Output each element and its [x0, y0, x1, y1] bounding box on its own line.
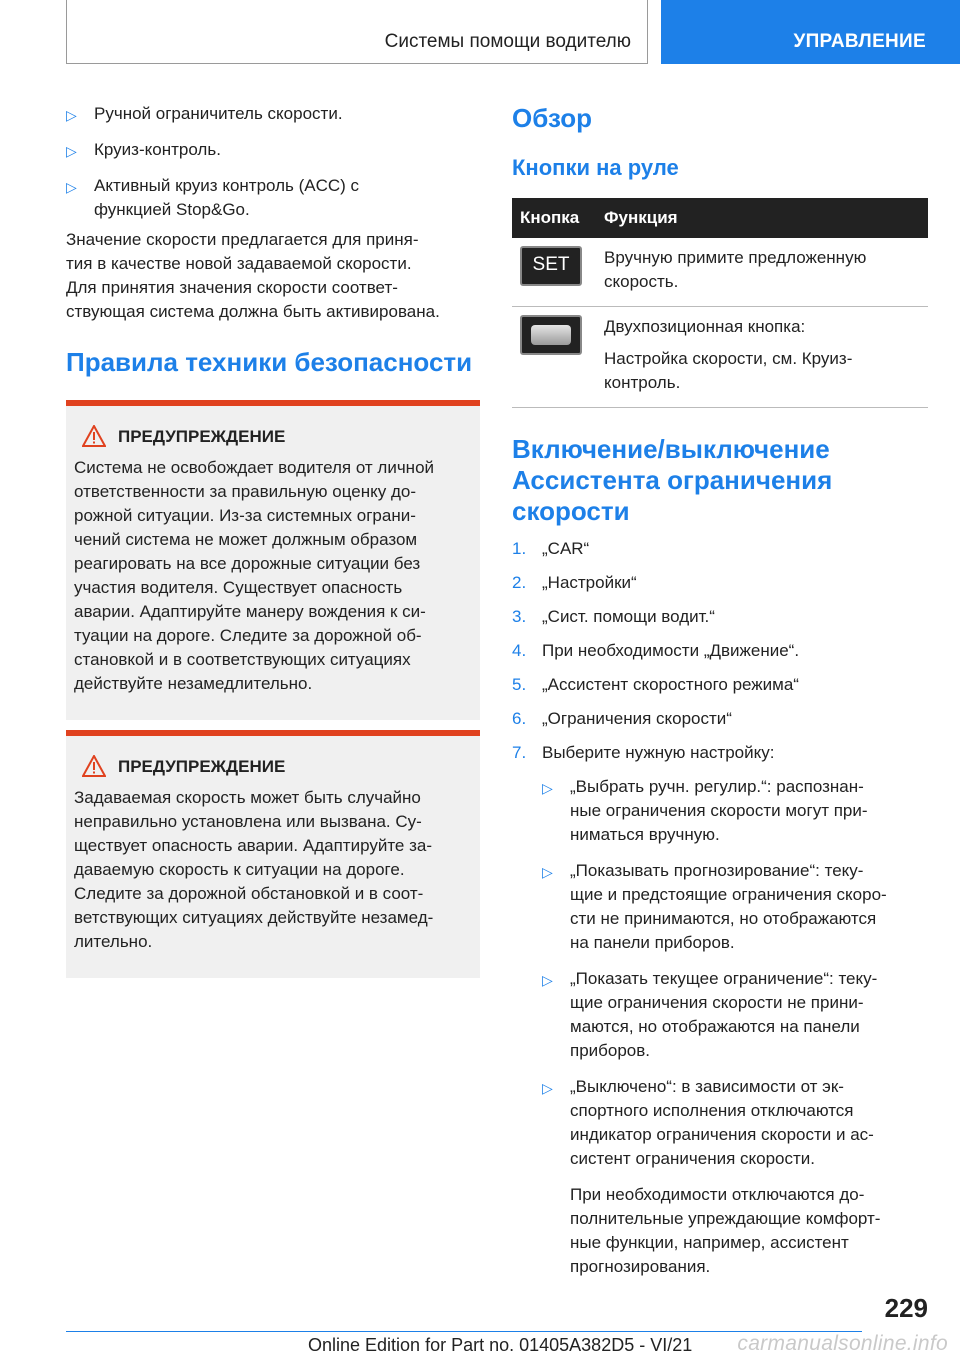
step-item: 2. „Настройки“ — [512, 573, 637, 592]
table-row: Двухпозиционная кнопка: Настройка скорости, см. Круиз- контроль. — [512, 307, 928, 408]
safety-heading: Правила техники безопасности — [66, 347, 473, 377]
option-note: При необходимости отключаются до- полнительные упреждающие комфорт- ные функции, например, ассистент прогнозирования. — [570, 1185, 881, 1276]
triangle-bullet-icon: ▷ — [542, 1080, 553, 1096]
table-row: SET Вручную примите предложенную скорость. — [512, 238, 928, 307]
table-header-function: Функция — [596, 198, 928, 238]
left-column — [66, 102, 480, 978]
list-item: ▷ Ручной ограничитель скорости. — [66, 102, 480, 126]
triangle-bullet-icon: ▷ — [542, 864, 553, 880]
section-title: Системы помощи водителю — [384, 31, 631, 52]
warning-triangle-icon — [82, 425, 106, 447]
buttons-table — [512, 198, 928, 408]
step-item: 4. При необходимости „Движение“. — [512, 641, 800, 660]
warning-title: ПРЕДУПРЕЖДЕНИЕ — [74, 424, 472, 450]
edition-text: Online Edition for Part no. 01405A382D5 - VI/21 — [308, 1335, 693, 1355]
step-item: 1. „CAR“ — [512, 539, 590, 558]
watermark: carmanualsonline.info — [737, 1332, 948, 1355]
warning-box: ПРЕДУПРЕЖДЕНИЕ Задаваемая скорость может быть случайно неправильно установлена или вызвана. Су- ществует опасность аварии. Адаптируйте за- даваемую скорость к ситуации на дороге. Следите за дорожной обстановкой и в соот- ветствующих ситуациях действуйте незамед- лительно. — [66, 730, 480, 978]
chapter-title: УПРАВЛЕНИЕ — [793, 31, 926, 52]
triangle-bullet-icon: ▷ — [66, 179, 77, 195]
right-column — [512, 102, 928, 1279]
step-item: 7. Выберите нужную настройку: — [512, 743, 775, 762]
list-item: ▷ Круиз-контроль. — [66, 138, 480, 162]
triangle-bullet-icon: ▷ — [66, 107, 77, 123]
buttons-subheading: Кнопки на руле — [512, 155, 679, 180]
table-header-button: Кнопка — [512, 198, 596, 238]
triangle-bullet-icon: ▷ — [542, 972, 553, 988]
option-item: ▷ „Выключено“: в зависимости от эк- спортного исполнения отключаются индикатор ограничения скорости и ас- систент ограничения скорости. — [542, 1077, 874, 1168]
set-button-icon: SET — [520, 246, 582, 286]
step-item: 3. „Сист. помощи водит.“ — [512, 607, 715, 626]
header-chapter-tab — [661, 0, 960, 64]
toggle-heading: Включение/выключение Ассистента ограничения скорости — [512, 434, 833, 526]
page-number: 229 — [884, 1293, 928, 1323]
triangle-bullet-icon: ▷ — [66, 143, 77, 159]
warning-triangle-icon — [82, 755, 106, 777]
option-item: ▷ „Показывать прогнозирование“: теку- щие и предстоящие ограничения скоро- сти не принимаются, но отображаются на панели приборов. — [542, 861, 887, 952]
warning-title: ПРЕДУПРЕЖДЕНИЕ — [74, 754, 472, 780]
step-item: 6. „Ограничения скорости“ — [512, 709, 732, 728]
option-item: ▷ „Выбрать ручн. регулир.“: распознан- ные ограничения скорости могут при- ниматься вручную. — [542, 777, 868, 844]
step-item: 5. „Ассистент скоростного режима“ — [512, 675, 799, 694]
warning-box: ПРЕДУПРЕЖДЕНИЕ Система не освобождает водителя от личной ответственности за правильную оценку до- рожной ситуации. Из-за системных ограни- чений система не может должным образом реагировать на все дорожные ситуации без участия водителя. Существует опасность аварии. Адаптируйте манеру вождения к си- туации на дороге. Следите за дорожной об- становкой и в соответствующих ситуациях действуйте незамедлительно. — [66, 400, 480, 720]
rocker-button-icon — [520, 315, 582, 355]
body-paragraph: Значение скорости предлагается для приня- тия в качестве новой задаваемой скорости. Для принятия значения скорости соответ- ствующая система должна быть активирована. — [66, 230, 440, 321]
overview-heading: Обзор — [512, 103, 592, 133]
option-item: ▷ „Показать текущее ограничение“: теку- щие ограничения скорости не прини- маются, но отображаются на панели приборов. — [542, 969, 878, 1060]
triangle-bullet-icon: ▷ — [542, 780, 553, 796]
header-section-tab — [66, 0, 648, 64]
list-item: ▷ Активный круиз контроль (ACC) с функцией Stop&Go. — [66, 176, 360, 219]
